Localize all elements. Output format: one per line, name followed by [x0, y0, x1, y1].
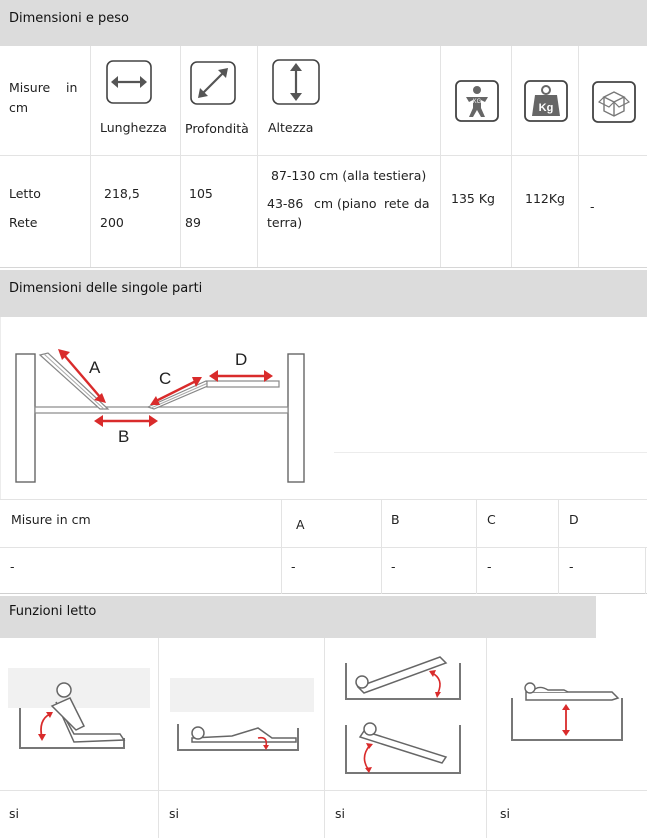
parts-header-d: D: [569, 512, 579, 527]
divider: [486, 638, 487, 838]
section-header-parts: [0, 270, 647, 317]
row-label-rete: Rete: [9, 215, 38, 230]
section-title: Dimensioni e peso: [9, 11, 129, 26]
functions-grid: [0, 638, 647, 838]
weight-value: 112Kg: [525, 191, 565, 206]
parts-header-b: B: [391, 512, 400, 527]
column-label-depth: Profondità: [185, 121, 249, 136]
section-header-dimensions: [0, 0, 647, 46]
divider: [90, 46, 91, 268]
height-value-frame: cm: [314, 196, 334, 211]
function-value-trendelenburg: si: [335, 806, 345, 821]
parts-value-d: -: [569, 559, 574, 574]
parts-value-a: -: [291, 559, 296, 574]
height-value-headboard: 87-130 cm (alla testiera): [271, 168, 427, 183]
dimensions-table: [0, 46, 647, 268]
parts-value-c: -: [487, 559, 492, 574]
header-measure-label: cm: [9, 100, 29, 115]
diagram-label-b: B: [118, 427, 130, 446]
legrest-raise-icon: [168, 678, 316, 757]
header-measure-label: Misure: [9, 80, 51, 95]
divider: [645, 547, 646, 594]
height-adjust-icon: [508, 678, 628, 747]
diagram-label-c: C: [159, 369, 172, 388]
diagonal-arrow-icon: [190, 61, 236, 108]
height-value-frame: da: [414, 196, 430, 211]
divider: [440, 46, 441, 268]
function-value-legrest: si: [169, 806, 179, 821]
height-value-frame: rete: [384, 196, 410, 211]
divider: [381, 499, 382, 594]
section-title: Dimensioni delle singole parti: [9, 281, 203, 296]
header-measure-label: in: [66, 80, 78, 95]
svg-text:Kg: Kg: [538, 102, 554, 114]
divider: [0, 317, 1, 499]
divider: [0, 790, 647, 791]
divider: [558, 499, 559, 594]
column-label-height: Altezza: [268, 120, 314, 135]
trendelenburg-icon: [340, 653, 466, 784]
divider: [511, 46, 512, 268]
weight-kg-icon: [524, 80, 568, 125]
box-value: -: [590, 199, 595, 214]
diagram-label-a: A: [89, 358, 101, 377]
divider: [180, 46, 181, 268]
divider: [281, 499, 282, 594]
divider: [0, 155, 647, 156]
letto-depth-value: 105: [189, 186, 213, 201]
parts-value: -: [10, 559, 15, 574]
rete-length-value: 200: [100, 215, 124, 230]
divider: [334, 452, 647, 453]
section-title: Funzioni letto: [9, 604, 97, 619]
horizontal-arrow-icon: [106, 60, 152, 107]
rete-depth-value: 89: [185, 215, 201, 230]
height-value-frame: (piano: [337, 196, 377, 211]
height-value-frame: terra): [267, 215, 303, 230]
divider: [0, 547, 647, 548]
divider: [578, 46, 579, 268]
divider: [324, 638, 325, 838]
max-load-value: 135 Kg: [451, 191, 495, 206]
backrest-raise-icon: [8, 668, 150, 755]
height-value-frame: 43-86: [267, 196, 304, 211]
section-header-functions: [0, 596, 596, 638]
function-value-height: si: [500, 806, 510, 821]
vertical-arrow-icon: [272, 59, 320, 108]
divider: [257, 46, 258, 268]
row-label-letto: Letto: [9, 186, 41, 201]
letto-length-value: 218,5: [104, 186, 140, 201]
parts-value-b: -: [391, 559, 396, 574]
bed-parts-diagram: [0, 317, 340, 490]
divider: [0, 593, 647, 594]
parts-header-label: Misure in cm: [11, 512, 91, 527]
divider: [476, 499, 477, 594]
parts-table: [0, 499, 647, 595]
function-value-backrest: si: [9, 806, 19, 821]
divider: [0, 267, 647, 268]
parts-header-c: C: [487, 512, 496, 527]
parts-header-a: A: [296, 517, 305, 532]
diagram-label-d: D: [235, 350, 248, 369]
svg-text:KG: KG: [472, 99, 482, 105]
person-weight-icon: [455, 80, 499, 125]
divider: [158, 638, 159, 838]
column-label-length: Lunghezza: [100, 120, 167, 135]
box-icon: [592, 81, 636, 126]
divider: [0, 499, 647, 500]
